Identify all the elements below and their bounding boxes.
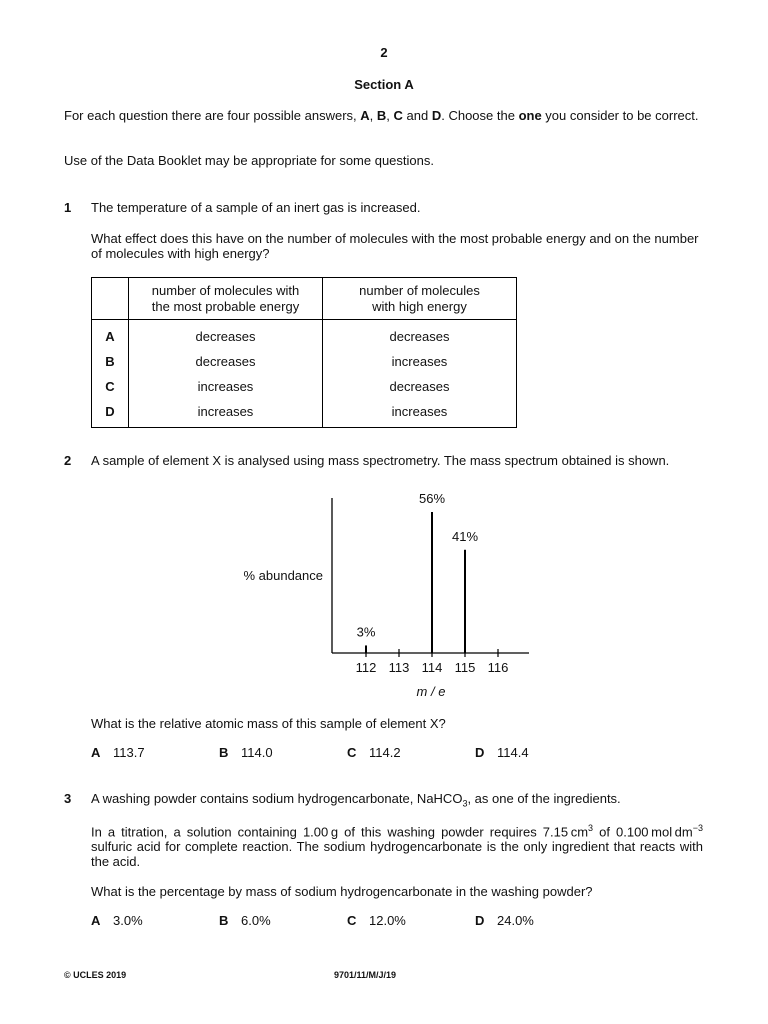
instructions-line2: Use of the Data Booklet may be appropriate for some questions.: [64, 153, 434, 168]
q2-stem: A sample of element X is analysed using mass spectrometry. The mass spectrum obtained is shown.: [91, 453, 670, 468]
q2-question: What is the relative atomic mass of this sample of element X?: [91, 716, 446, 731]
q2-option-b[interactable]: B 114.0: [219, 745, 273, 760]
peak-label: 56%: [418, 491, 446, 506]
q1-number: 1: [64, 200, 72, 215]
y-axis-label: % abundance: [243, 568, 323, 583]
q2-option-c[interactable]: C 114.2: [347, 745, 401, 760]
option-label: A: [92, 320, 129, 350]
table-row[interactable]: [92, 374, 517, 399]
footer-code: 9701/11/M/J/19: [334, 970, 397, 980]
cell-probable: decreases: [129, 349, 323, 374]
q3-stem: A washing powder contains sodium hydrogencarbonate, NaHCO$_3$, as one of the ingredients.: [91, 791, 621, 809]
x-tick-label: 115: [454, 660, 476, 675]
cell-high: increases: [323, 399, 517, 428]
cell-probable: decreases: [129, 320, 323, 350]
cell-high: increases: [323, 349, 517, 374]
q3-option-b[interactable]: B 6.0%: [219, 913, 271, 928]
cell-high: decreases: [323, 320, 517, 350]
x-tick-label: 112: [355, 660, 377, 675]
q1-question: What effect does this have on the number of molecules with the most probable energy and on the number of molecules with high energy?: [91, 231, 699, 261]
q2-option-a[interactable]: A 113.7: [91, 745, 145, 760]
q1-stem: The temperature of a sample of an inert gas is increased.: [91, 200, 421, 215]
q2-number: 2: [64, 453, 72, 468]
x-tick-label: 114: [421, 660, 443, 675]
x-axis-label: m / e: [416, 684, 446, 699]
q1-table-header: [92, 278, 517, 320]
footer-copyright: © UCLES 2019: [64, 970, 127, 980]
q3-question: What is the percentage by mass of sodium hydrogencarbonate in the washing powder?: [91, 884, 593, 899]
q3-option-a[interactable]: A 3.0%: [91, 913, 143, 928]
q1-options-table: [91, 277, 517, 428]
x-tick-label: 113: [388, 660, 410, 675]
q3-option-c[interactable]: C 12.0%: [347, 913, 406, 928]
option-label: C: [92, 374, 129, 399]
q3-number: 3: [64, 791, 72, 806]
section-title: Section A: [354, 77, 414, 92]
q2-option-d[interactable]: D 114.4: [475, 745, 529, 760]
instructions-line1: For each question there are four possible answers, A, B, C and D. Choose the one you consider to be correct.: [64, 108, 699, 123]
cell-probable: increases: [129, 374, 323, 399]
peak-label: 3%: [356, 624, 376, 640]
page-number: 2: [380, 45, 388, 60]
x-tick-label: 116: [487, 660, 509, 675]
option-label: B: [92, 349, 129, 374]
table-row[interactable]: [92, 399, 517, 428]
q1-col2-header: number of molecules with high energy: [323, 278, 517, 320]
table-row[interactable]: [92, 320, 517, 350]
mass-spectrum-chart: [220, 490, 550, 705]
peak-label: 41%: [451, 528, 479, 544]
option-label: D: [92, 399, 129, 428]
q3-option-d[interactable]: D 24.0%: [475, 913, 534, 928]
table-row[interactable]: [92, 349, 517, 374]
q3-paragraph: In a titration, a solution containing 1.00 g of this washing powder requires 7.15 $cm^3$ of 0.100 mol $dm^{-3}$ sulfuric acid for complete reaction. The sodium hydrogencarbonate is the only ingredient that reacts with the acid.: [91, 823, 704, 870]
cell-high: decreases: [323, 374, 517, 399]
q1-col1-header: number of molecules with the most probable energy: [129, 278, 323, 320]
cell-probable: increases: [129, 399, 323, 428]
